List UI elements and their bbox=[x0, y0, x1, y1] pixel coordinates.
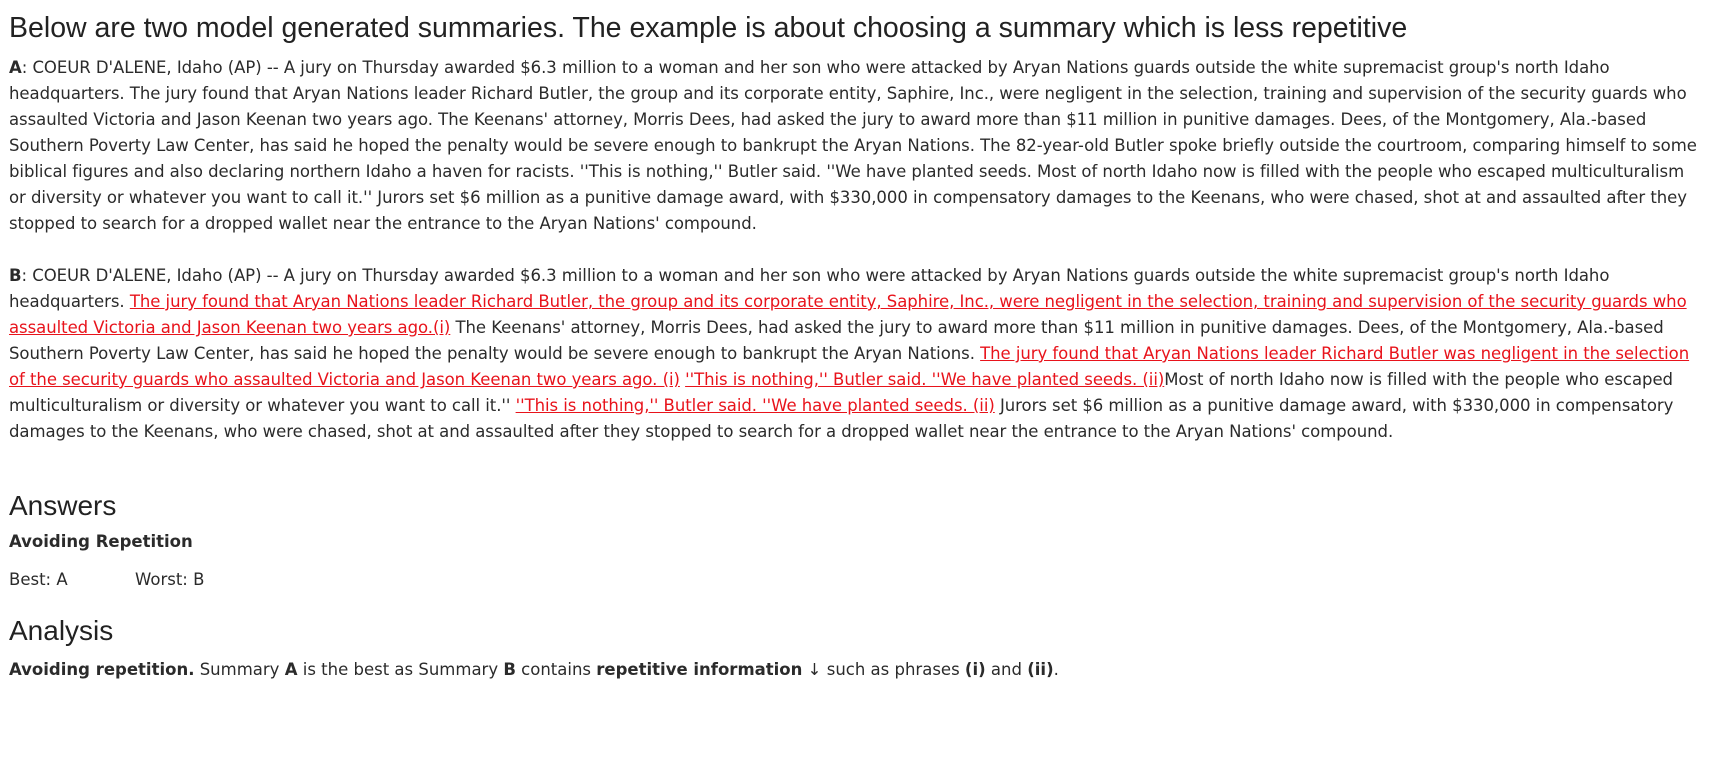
page-title: Below are two model generated summaries. The example is about choosing a summary which is less repetitive bbox=[9, 12, 1408, 44]
analysis-part: ↓ such as phrases bbox=[802, 660, 965, 679]
analysis-lead: Avoiding repetition. bbox=[9, 660, 195, 679]
summary-a-label: A bbox=[9, 58, 22, 77]
summary-a bbox=[9, 55, 1702, 237]
repeated-phrase-i-first: The jury found that Aryan Nations leader Richard Butler, the group and its corporate entity, Saphire, Inc., were negligent in the selection, training and supervision of the security guards who assaulted Victoria and Jason Keenan two years ago.(i) bbox=[9, 292, 1687, 337]
analysis-emphasis: repetitive information bbox=[596, 660, 803, 679]
repeated-phrase-ii-first: ''This is nothing,'' Butler said. ''We have planted seeds. (ii) bbox=[685, 370, 1165, 389]
summary-b-text: The Keenans' attorney, Morris Dees, had asked the jury to award more than $11 million in punitive damages. Dees, of the Montgomery, Ala.-based Southern Poverty Law Center, has said he hoped the penalty would be severe enough to bankrupt the Aryan Nations. bbox=[9, 318, 1664, 363]
analysis-phrase-ii: (ii) bbox=[1027, 660, 1054, 679]
analysis-text bbox=[9, 657, 1702, 683]
analysis-part: Summary bbox=[194, 660, 285, 679]
repeated-phrase-ii-second: ''This is nothing,'' Butler said. ''We have planted seeds. (ii) bbox=[515, 396, 995, 415]
analysis-part: and bbox=[985, 660, 1028, 679]
repeated-phrase-i-second: The jury found that Aryan Nations leader Richard Butler was negligent in the selection of the security guards who assaulted Victoria and Jason Keenan two years ago. (i) bbox=[9, 344, 1690, 389]
analysis-part: is the best as Summary bbox=[297, 660, 504, 679]
worst-answer: Worst: B bbox=[135, 570, 205, 589]
summary-b-text: Most of north Idaho now is filled with the people who escaped multiculturalism or diversity or whatever you want to call it.'' bbox=[9, 370, 1673, 415]
analysis-part: . bbox=[1053, 660, 1059, 679]
criterion-label: Avoiding Repetition bbox=[9, 532, 193, 551]
answers-heading: Answers bbox=[9, 490, 117, 521]
answers-row bbox=[9, 567, 1702, 593]
summary-a-text: : COEUR D'ALENE, Idaho (AP) -- A jury on Thursday awarded $6.3 million to a woman and her son who were attacked by Aryan Nations guards outside the white supremacist group's north Idaho headquarters. The jury found that Aryan Nations leader Richard Butler, the group and its corporate entity, Saphire, Inc., were negligent in the selection, training and supervision of the security guards who assaulted Victoria and Jason Keenan two years ago. The Keenans' attorney, Morris Dees, had asked the jury to award more than $11 million in punitive damages. Dees, of the Montgomery, Ala.-based Southern Poverty Law Center, has said he hoped the penalty would be severe enough to bankrupt the Aryan Nations. The 82-year-old Butler spoke briefly outside the courtroom, comparing himself to some biblical figures and also declaring northern Idaho a haven for racists. ''This is nothing,'' Butler said. ''We have planted seeds. Most of north Idaho now is filled with the people who escaped multiculturalism or diversity or whatever you want to call it.'' Jurors set $6 million as a punitive damage award, with $330,000 in compensatory damages to the Keenans, who were chased, shot at and assaulted after they stopped to search for a dropped wallet near the entrance to the Aryan Nations' compound. bbox=[9, 58, 1697, 233]
summary-b-label: B bbox=[9, 266, 22, 285]
analysis-summary-b: B bbox=[503, 660, 516, 679]
best-answer: Best: A bbox=[9, 570, 68, 589]
summary-b-text: Jurors set $6 million as a punitive damage award, with $330,000 in compensatory damages to the Keenans, who were chased, shot at and assaulted after they stopped to search for a dropped wallet near the entrance to the Aryan Nations' compound. bbox=[9, 396, 1674, 441]
analysis-phrase-i: (i) bbox=[964, 660, 986, 679]
summary-b bbox=[9, 263, 1702, 445]
analysis-summary-a: A bbox=[284, 660, 298, 679]
analysis-heading: Analysis bbox=[9, 615, 114, 646]
analysis-part: contains bbox=[515, 660, 597, 679]
summary-b-text: : COEUR D'ALENE, Idaho (AP) -- A jury on Thursday awarded $6.3 million to a woman and her son who were attacked by Aryan Nations guards outside the white supremacist group's north Idaho headquarters. bbox=[9, 266, 1610, 311]
